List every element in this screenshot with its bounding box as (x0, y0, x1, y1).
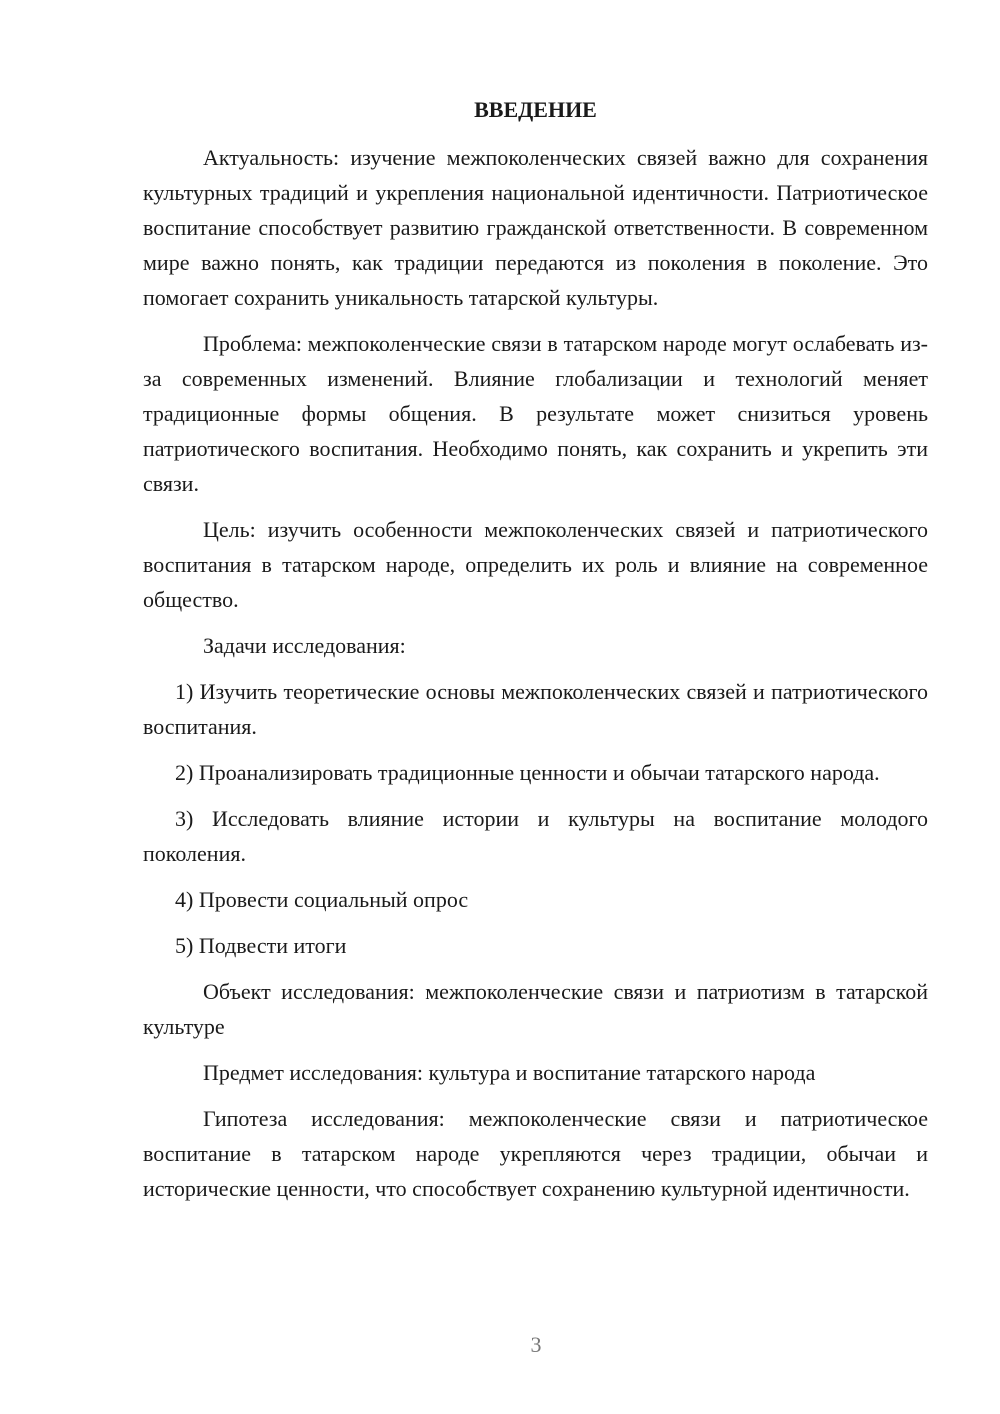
tasks-heading: Задачи исследования: (203, 633, 406, 658)
page-number: 3 (530, 1332, 542, 1357)
paragraph-goal: Цель: изучить особенности межпоколенческих связей и патриотического воспитания в татарском народе, определить их роль и влияние на современное общество. (143, 517, 928, 612)
paragraph-object: Объект исследования: межпоколенческие связи и патриотизм в татарской культуре (143, 979, 928, 1039)
paragraph-subject: Предмет исследования: культура и воспитание татарского народа (203, 1060, 816, 1085)
section-title: ВВЕДЕНИЕ (474, 97, 597, 122)
task-item-3: 3) Исследовать влияние истории и культуры на воспитание молодого поколения. (143, 806, 928, 866)
paragraph-problem: Проблема: межпоколенческие связи в татарском народе могут ослабевать из-за современных изменений. Влияние глобализации и технологий меняет традиционные формы общения. В результате может снизиться уровень патриотического воспитания. Необходимо понять, как сохранить и укрепить эти связи. (143, 331, 928, 496)
task-item-1: 1) Изучить теоретические основы межпоколенческих связей и патриотического воспитания. (143, 679, 928, 739)
task-item-5: 5) Подвести итоги (175, 933, 347, 958)
task-item-2: 2) Проанализировать традиционные ценности и обычаи татарского народа. (175, 760, 880, 785)
document-page (143, 90, 928, 1217)
paragraph-relevance: Актуальность: изучение межпоколенческих связей важно для сохранения культурных традиций и укрепления национальной идентичности. Патриотическое воспитание способствует развитию гражданской ответственности. В современном мире важно понять, как традиции передаются из поколения в поколение. Это помогает сохранить уникальность татарской культуры. (143, 145, 928, 310)
paragraph-hypothesis: Гипотеза исследования: межпоколенческие связи и патриотическое воспитание в татарском народе укрепляются через традиции, обычаи и исторические ценности, что способствует сохранению культурной идентичности. (143, 1106, 928, 1201)
task-item-4: 4) Провести социальный опрос (175, 887, 469, 912)
